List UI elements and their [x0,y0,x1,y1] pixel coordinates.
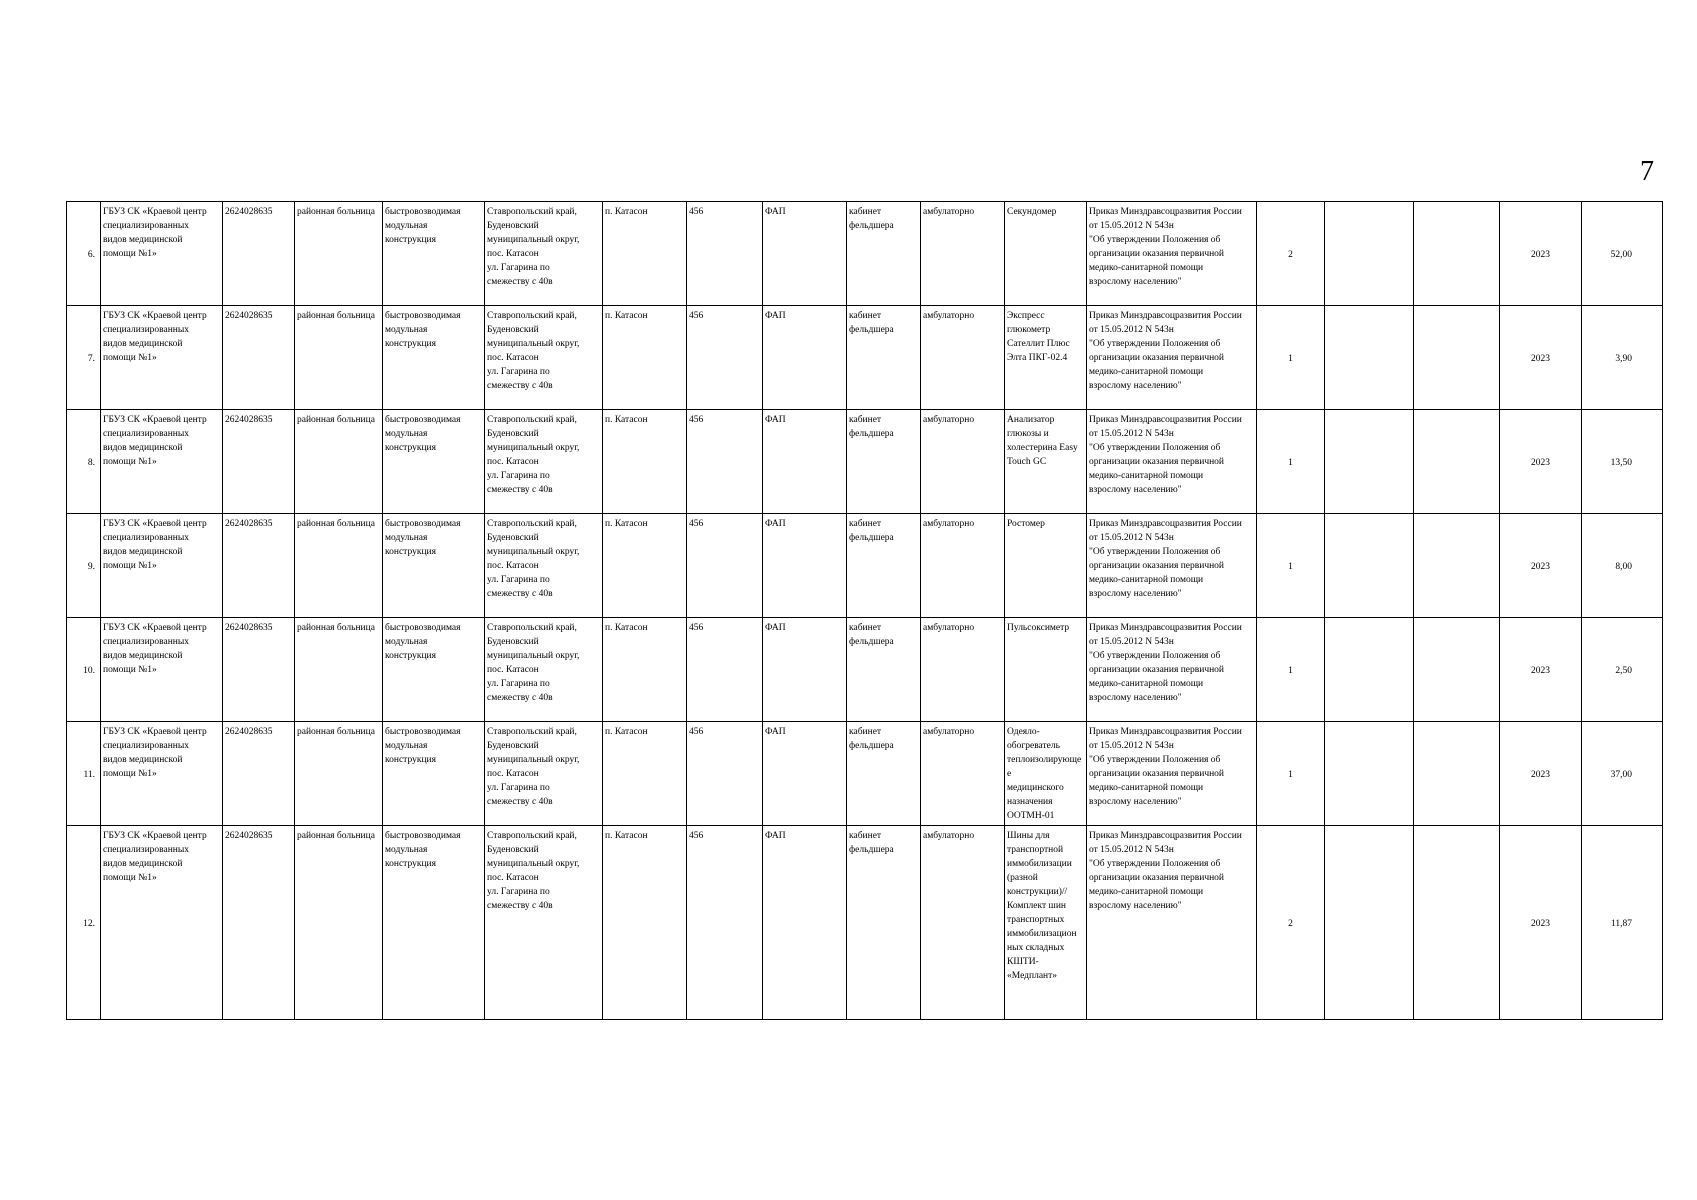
table-row [67,722,1663,826]
empty-cell [1414,202,1500,306]
year-cell: 2023 [1500,618,1582,722]
room-cell: кабинет фельдшера [847,514,921,618]
room-cell: кабинет фельдшера [847,722,921,826]
empty-cell [1414,514,1500,618]
facility-cell: ФАП [763,306,847,410]
order-cell: Приказ Минздравсоцразвития России от 15.05.2012 N 543н "Об утверждении Положения об организации оказания первичной медико-санитарной помощи взрослому населению" [1087,618,1257,722]
sum-cell: 3,90 [1582,306,1663,410]
address-cell: Ставропольский край, Буденовский муниципальный округ, пос. Катасон ул. Гагарина по смежеству с 40в [485,514,603,618]
population-cell: 456 [687,306,763,410]
population-cell: 456 [687,202,763,306]
equipment-cell: Пульсоксиметр [1005,618,1087,722]
facility-cell: ФАП [763,514,847,618]
settlement-cell: п. Катасон [603,202,687,306]
settlement-cell: п. Катасон [603,410,687,514]
empty-cell [1325,202,1414,306]
care-form-cell: амбулаторно [921,826,1005,1020]
order-cell: Приказ Минздравсоцразвития России от 15.05.2012 N 543н "Об утверждении Положения об организации оказания первичной медико-санитарной помощи взрослому населению" [1087,826,1257,1020]
care-form-cell: амбулаторно [921,410,1005,514]
inn-cell: 2624028635 [223,618,295,722]
page-number: 7 [1640,156,1654,187]
order-cell: Приказ Минздравсоцразвития России от 15.05.2012 N 543н "Об утверждении Положения об организации оказания первичной медико-санитарной помощи взрослому населению" [1087,306,1257,410]
care-form-cell: амбулаторно [921,306,1005,410]
empty-cell [1325,410,1414,514]
row-number: 9. [67,514,101,618]
year-cell: 2023 [1500,826,1582,1020]
order-cell: Приказ Минздравсоцразвития России от 15.05.2012 N 543н "Об утверждении Положения об организации оказания первичной медико-санитарной помощи взрослому населению" [1087,722,1257,826]
quantity-cell: 1 [1257,722,1325,826]
equipment-cell: Ростомер [1005,514,1087,618]
org-name-cell: ГБУЗ СК «Краевой центр специализированных видов медицинской помощи №1» [101,306,223,410]
room-cell: кабинет фельдшера [847,410,921,514]
equipment-cell: Секундомер [1005,202,1087,306]
org-name-cell: ГБУЗ СК «Краевой центр специализированных видов медицинской помощи №1» [101,826,223,1020]
quantity-cell: 2 [1257,826,1325,1020]
empty-cell [1325,826,1414,1020]
population-cell: 456 [687,618,763,722]
empty-cell [1414,618,1500,722]
quantity-cell: 2 [1257,202,1325,306]
care-form-cell: амбулаторно [921,618,1005,722]
row-number: 7. [67,306,101,410]
org-name-cell: ГБУЗ СК «Краевой центр специализированных видов медицинской помощи №1» [101,514,223,618]
address-cell: Ставропольский край, Буденовский муниципальный округ, пос. Катасон ул. Гагарина по смежеству с 40в [485,202,603,306]
org-name-cell: ГБУЗ СК «Краевой центр специализированных видов медицинской помощи №1» [101,202,223,306]
equipment-table [66,201,1663,1020]
inn-cell: 2624028635 [223,826,295,1020]
room-cell: кабинет фельдшера [847,618,921,722]
room-cell: кабинет фельдшера [847,306,921,410]
institution-type-cell: районная больница [295,618,383,722]
equipment-cell: Одеяло- обогреватель теплоизолирующее медицинского назначения ООТМН-01 [1005,722,1087,826]
population-cell: 456 [687,722,763,826]
table-row [67,514,1663,618]
building-type-cell: быстровозводимая модульная конструкция [383,722,485,826]
row-number: 12. [67,826,101,1020]
row-number: 6. [67,202,101,306]
order-cell: Приказ Минздравсоцразвития России от 15.05.2012 N 543н "Об утверждении Положения об организации оказания первичной медико-санитарной помощи взрослому населению" [1087,410,1257,514]
year-cell: 2023 [1500,306,1582,410]
quantity-cell: 1 [1257,410,1325,514]
row-number: 11. [67,722,101,826]
care-form-cell: амбулаторно [921,202,1005,306]
equipment-cell: Анализатор глюкозы и холестерина Easy Touch GC [1005,410,1087,514]
sum-cell: 8,00 [1582,514,1663,618]
table-row [67,410,1663,514]
empty-cell [1414,722,1500,826]
facility-cell: ФАП [763,826,847,1020]
empty-cell [1414,306,1500,410]
sum-cell: 13,50 [1582,410,1663,514]
settlement-cell: п. Катасон [603,306,687,410]
population-cell: 456 [687,826,763,1020]
facility-cell: ФАП [763,202,847,306]
empty-cell [1325,618,1414,722]
order-cell: Приказ Минздравсоцразвития России от 15.05.2012 N 543н "Об утверждении Положения об организации оказания первичной медико-санитарной помощи взрослому населению" [1087,202,1257,306]
address-cell: Ставропольский край, Буденовский муниципальный округ, пос. Катасон ул. Гагарина по смежеству с 40в [485,306,603,410]
equipment-cell: Экспресс глюкометр Сателлит Плюс Элта ПКГ-02.4 [1005,306,1087,410]
inn-cell: 2624028635 [223,410,295,514]
year-cell: 2023 [1500,410,1582,514]
quantity-cell: 1 [1257,306,1325,410]
row-number: 8. [67,410,101,514]
address-cell: Ставропольский край, Буденовский муниципальный округ, пос. Катасон ул. Гагарина по смежеству с 40в [485,410,603,514]
institution-type-cell: районная больница [295,514,383,618]
row-number: 10. [67,618,101,722]
inn-cell: 2624028635 [223,722,295,826]
year-cell: 2023 [1500,514,1582,618]
population-cell: 456 [687,410,763,514]
building-type-cell: быстровозводимая модульная конструкция [383,514,485,618]
inn-cell: 2624028635 [223,202,295,306]
facility-cell: ФАП [763,722,847,826]
order-cell: Приказ Минздравсоцразвития России от 15.05.2012 N 543н "Об утверждении Положения об организации оказания первичной медико-санитарной помощи взрослому населению" [1087,514,1257,618]
inn-cell: 2624028635 [223,306,295,410]
sum-cell: 52,00 [1582,202,1663,306]
settlement-cell: п. Катасон [603,514,687,618]
room-cell: кабинет фельдшера [847,826,921,1020]
room-cell: кабинет фельдшера [847,202,921,306]
equipment-cell: Шины для транспортной иммобилизации (разной конструкции)// Комплект шин транспортных иммобилизацион ных складных КШТИ- «Медплант» [1005,826,1087,1020]
settlement-cell: п. Катасон [603,722,687,826]
settlement-cell: п. Катасон [603,826,687,1020]
institution-type-cell: районная больница [295,202,383,306]
building-type-cell: быстровозводимая модульная конструкция [383,410,485,514]
inn-cell: 2624028635 [223,514,295,618]
year-cell: 2023 [1500,202,1582,306]
building-type-cell: быстровозводимая модульная конструкция [383,306,485,410]
institution-type-cell: районная больница [295,826,383,1020]
org-name-cell: ГБУЗ СК «Краевой центр специализированных видов медицинской помощи №1» [101,722,223,826]
address-cell: Ставропольский край, Буденовский муниципальный округ, пос. Катасон ул. Гагарина по смежеству с 40в [485,826,603,1020]
org-name-cell: ГБУЗ СК «Краевой центр специализированных видов медицинской помощи №1» [101,618,223,722]
sum-cell: 2,50 [1582,618,1663,722]
care-form-cell: амбулаторно [921,514,1005,618]
sum-cell: 37,00 [1582,722,1663,826]
year-cell: 2023 [1500,722,1582,826]
facility-cell: ФАП [763,410,847,514]
empty-cell [1325,514,1414,618]
building-type-cell: быстровозводимая модульная конструкция [383,826,485,1020]
institution-type-cell: районная больница [295,722,383,826]
sum-cell: 11,87 [1582,826,1663,1020]
empty-cell [1414,410,1500,514]
table-row [67,306,1663,410]
institution-type-cell: районная больница [295,410,383,514]
quantity-cell: 1 [1257,514,1325,618]
building-type-cell: быстровозводимая модульная конструкция [383,202,485,306]
settlement-cell: п. Катасон [603,618,687,722]
table-row [67,826,1663,1020]
org-name-cell: ГБУЗ СК «Краевой центр специализированных видов медицинской помощи №1» [101,410,223,514]
care-form-cell: амбулаторно [921,722,1005,826]
empty-cell [1325,306,1414,410]
empty-cell [1414,826,1500,1020]
institution-type-cell: районная больница [295,306,383,410]
quantity-cell: 1 [1257,618,1325,722]
table-row [67,202,1663,306]
building-type-cell: быстровозводимая модульная конструкция [383,618,485,722]
address-cell: Ставропольский край, Буденовский муниципальный округ, пос. Катасон ул. Гагарина по смежеству с 40в [485,722,603,826]
population-cell: 456 [687,514,763,618]
table-row [67,618,1663,722]
facility-cell: ФАП [763,618,847,722]
empty-cell [1325,722,1414,826]
address-cell: Ставропольский край, Буденовский муниципальный округ, пос. Катасон ул. Гагарина по смежеству с 40в [485,618,603,722]
